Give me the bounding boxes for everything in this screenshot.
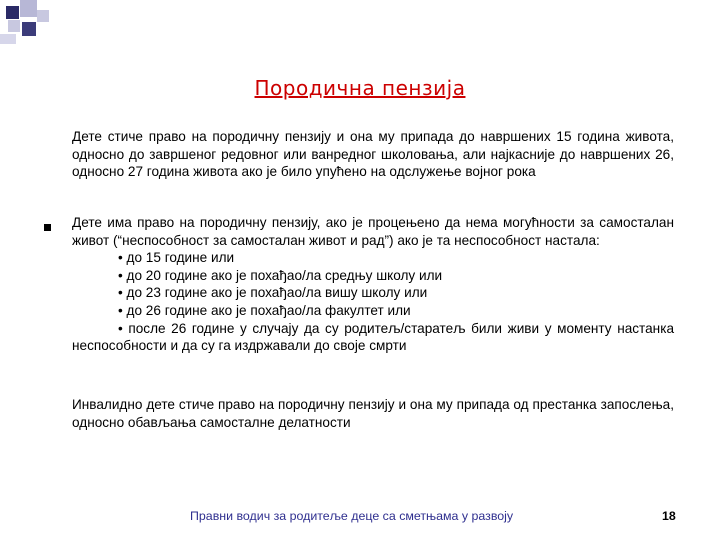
slide-title-text: Породична пензија [254, 76, 466, 100]
deco-square-dark [6, 6, 19, 19]
list-item: • до 26 године ако је похађао/ла факултет или [118, 302, 411, 318]
paragraph-text: Дете стиче право на породичну пензију и она му припада до навршених 15 година живота, односно до завршеног редовног или ванредног школовања, али најкасније до навршених 26, односно 27 година живота ако је било упућено на одслужење војног рока [72, 129, 674, 180]
deco-square-light [8, 20, 20, 32]
list-item: • до 15 године или [118, 250, 235, 266]
deco-square-light [0, 34, 16, 44]
list-item: • после 26 године у случају да су родитељ/старатељ били живи у моменту настанка неспособности и да су га издржавали до своје смрти [72, 320, 674, 354]
footer-text: Правни водич за родитеље деце са сметњама у развоју [190, 509, 514, 523]
deco-square-light [37, 10, 49, 22]
page-number: 18 [662, 509, 676, 523]
slide-title [0, 76, 720, 100]
paragraph-disabled-child [72, 396, 674, 431]
deco-square-dark [22, 22, 36, 36]
list-item: • до 23 године ако је похађао/ла вишу школу или [118, 285, 428, 301]
list-item: • до 20 године ако је похађао/ла средњу школу или [118, 267, 443, 283]
bullet-square-icon [44, 224, 51, 231]
paragraph-incapacity [72, 214, 674, 355]
deco-square-light [20, 0, 37, 17]
paragraph-child-rights [72, 128, 674, 181]
paragraph-text: Инвалидно дете стиче право на породичну пензију и она му припада од престанка запослења, односно обављања самосталне делатности [72, 397, 674, 430]
paragraph-intro: Дете има право на породичну пензију, ако је процењено да нема могућности за самосталан живот (“неспособност за самосталан живот и рад”) ако је та неспособност настала: [72, 215, 674, 248]
